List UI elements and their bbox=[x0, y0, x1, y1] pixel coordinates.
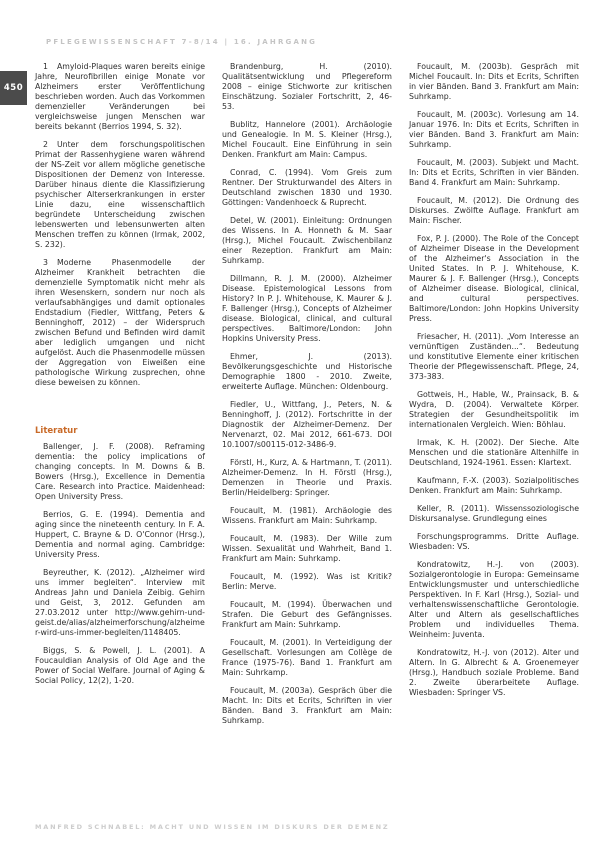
reference-entry: Detel, W. (2001). Einleitung: Ordnungen des Wissens. In A. Honneth & M. Saar (Hrsg.), Michel Foucault. Zwischenbilanz einer Rezeption. Frankfurt am Main: Suhrkamp. bbox=[222, 216, 392, 265]
reference-entry: Beyreuther, K. (2012). „Alzheimer wird uns immer begleiten“. Interview mit Andreas Jahn und Daniela Zeibig. Gehirn und Geist, 3, 2012. Gefunden am 27.03.2012 unter http://www.gehirn-und-geist.de/alias/alzheimerforschung/alzheimer-wird-uns-immer-begleiten/1148405. bbox=[35, 568, 205, 637]
footnote-1-number: 1 bbox=[43, 62, 48, 71]
footnote-3-text: Moderne Phasenmodelle der Alzheimer Krankheit betrachten die demenzielle Symptomatik nicht mehr als ihren Wesenskern, sondern nur noch als verlaufsabhängiges und damit optionales Endstadium (Fiedler, Wittfang, Peters & Benninghoff, 2012) – der Widerspruch zwischen Befund und Befinden wird damit aber lediglich umgangen und nicht aufgelöst. Auch die Phasenmodelle müssen der Aggregation von Eiweißen eine pathologische Wirkung zusprechen, ohne diese beweisen zu können. bbox=[35, 258, 205, 387]
reference-entry: Gottweis, H., Hable, W., Prainsack, B. & Wydra, D. (2004). Verwaltete Körper. Strategien der Gesundheitspolitik im internationalen Vergleich. Wien: Böhlau. bbox=[409, 390, 579, 429]
article-credit-line: MANFRED SCHNABEL: MACHT UND WISSEN IM DISKURS DER DEMENZ bbox=[35, 823, 390, 831]
reference-entry: Kondratowitz, H.-J. von (2003). Sozialgerontologie in Europa: Gemeinsame Entwicklungsmuster und unterschiedliche Perspektiven. In F. Karl (Hrsg.), Sozial- und verhaltenswissenschaftliche Gerontologie. Alter und Altern als gesellschaftliches Problem und individuelles Thema. Weinheim: Juventa. bbox=[409, 560, 579, 639]
footnote-3 bbox=[35, 258, 205, 388]
reference-entry: Foucault, M. (2003b). Gespräch mit Michel Foucault. In: Dits et Ecrits, Schriften in vier Bänden. Band 3. Frankfurt am Main: Suhrkamp. bbox=[409, 62, 579, 101]
reference-entry: Dillmann, R. J. M. (2000). Alzheimer Disease. Epistemological Lessons from History? In P. J. Whitehouse, K. Maurer & J. F. Ballenger (Hrsg.), Concepts of Alzheimer disease. Biological, clinical, and cultural perspectives. Baltimore/London: John Hopkins University Press. bbox=[222, 274, 392, 343]
reference-entry: Conrad, C. (1994). Vom Greis zum Rentner. Der Strukturwandel des Alters in Deutschland zwischen 1830 und 1930. Göttingen: Vandenhoeck & Ruprecht. bbox=[222, 168, 392, 207]
reference-entry: Keller, R. (2011). Wissenssoziologische Diskursanalyse. Grundlegung eines bbox=[409, 504, 579, 523]
reference-entry: Ballenger, J. F. (2008). Reframing dementia: the policy implications of changing concepts. In M. Downs & B. Bowers (Hrsg.), Excellence in Dementia Care. Research into Practice. Maidenhead: Open University Press. bbox=[35, 442, 205, 501]
reference-entry: Forschungsprogramms. Dritte Auflage. Wiesbaden: VS. bbox=[409, 532, 579, 551]
reference-entry: Foucault, M. (2003c). Vorlesung am 14. Januar 1976. In: Dits et Ecrits, Schriften in vier Bänden. Band 3. Frankfurt am Main: Suhrkamp. bbox=[409, 110, 579, 149]
footnote-2-text: Unter dem forschungspolitischen Primat der Rassenhygiene waren während der NS-Zeit vor allem mögliche genetische Dispositionen der Demenz von Interesse. Darüber hinaus diente die Klassifizierung psychischer Alterserkrankungen in erster Linie dazu, eine wissenschaftlich begründete Unterscheidung zwischen lebenswerten und lebensunwerten alten Menschen treffen zu können (Irmak, 2002, S. 232). bbox=[35, 140, 205, 249]
column-left bbox=[35, 62, 205, 734]
reference-entry: Berrios, G. E. (1994). Dementia and aging since the nineteenth century. In F. A. Huppert, C. Brayne & D. O'Connor (Hrsg.), Dementia and normal aging. Cambridge: University Press. bbox=[35, 510, 205, 559]
reference-entry: Foucault, M. (2003). Subjekt und Macht. In: Dits et Ecrits, Schriften in vier Bänden. Band 4. Frankfurt am Main: Suhrkamp. bbox=[409, 158, 579, 187]
reference-entry: Irmak, K. H. (2002). Der Sieche. Alte Menschen und die stationäre Altenhilfe in Deutschland, 1924-1961. Essen: Klartext. bbox=[409, 438, 579, 467]
reference-entry: Friesacher, H. (2011). „Vom Interesse an vernünftigen Zuständen...“. Bedeutung und konstitutive Elemente einer kritischen Theorie der Pflegewissenschaft. Pflege, 24, 373-383. bbox=[409, 332, 579, 381]
reference-entry: Foucault, M. (2003a). Gespräch über die Macht. In: Dits et Ecrits, Schriften in vier Bänden. Band 3. Frankfurt am Main: Suhrkamp. bbox=[222, 686, 392, 725]
column-middle bbox=[222, 62, 392, 734]
reference-entry: Kaufmann, F.-X. (2003). Sozialpolitisches Denken. Frankfurt am Main: Suhrkamp. bbox=[409, 476, 579, 495]
reference-entry: Foucault, M. (2001). In Verteidigung der Gesellschaft. Vorlesungen am Collège de France (1975-76). Band 1. Frankfurt am Main: Suhrkamp. bbox=[222, 638, 392, 677]
reference-entry: Förstl, H., Kurz, A. & Hartmann, T. (2011). Alzheimer-Demenz. In H. Förstl (Hrsg.), Demenzen in Theorie und Praxis. Berlin/Heidelberg: Springer. bbox=[222, 458, 392, 497]
footnote-2-number: 2 bbox=[43, 140, 48, 149]
reference-entry: Foucault, M. (1983). Der Wille zum Wissen. Sexualität und Wahrheit, Band 1. Frankfurt am Main: Suhrkamp. bbox=[222, 534, 392, 563]
reference-entry: Foucault, M. (1994). Überwachen und Strafen. Die Geburt des Gefängnisses. Frankfurt am Main: Suhrkamp. bbox=[222, 600, 392, 629]
reference-entry: Foucault, M. (2012). Die Ordnung des Diskurses. Zwölfte Auflage. Frankfurt am Main: Fischer. bbox=[409, 196, 579, 225]
footnote-3-number: 3 bbox=[43, 258, 48, 267]
reference-entry: Ehmer, J. (2013). Bevölkerungsgeschichte und Historische Demographie 1800 - 2010. Zweite, erweiterte Auflage. München: Oldenbourg. bbox=[222, 352, 392, 391]
column-right bbox=[409, 62, 579, 734]
reference-columns bbox=[35, 62, 579, 734]
journal-header-line: PFLEGEWISSENSCHAFT 7-8/14 | 16. JAHRGANG bbox=[46, 38, 318, 46]
reference-entry: Brandenburg, H. (2010). Qualitätsentwicklung und Pflegereform 2008 – einige Stichworte zur kritischen Einschätzung. Sozialer Fortschritt, 2, 46-53. bbox=[222, 62, 392, 111]
footnote-1 bbox=[35, 62, 205, 132]
reference-entry: Foucault, M. (1981). Archäologie des Wissens. Frankfurt am Main: Suhrkamp. bbox=[222, 506, 392, 525]
literatur-heading: Literatur bbox=[35, 426, 78, 436]
page-number-badge: 450 bbox=[0, 71, 27, 105]
reference-entry: Biggs, S. & Powell, J. L. (2001). A Foucauldian Analysis of Old Age and the Power of Social Welfare. Journal of Aging & Social Policy, 12(2), 1-20. bbox=[35, 646, 205, 685]
footnote-2 bbox=[35, 140, 205, 250]
reference-entry: Bublitz, Hannelore (2001). Archäologie und Genealogie. In M. S. Kleiner (Hrsg.), Michel Foucault. Eine Einführung in sein Denken. Frankfurt am Main: Campus. bbox=[222, 120, 392, 159]
footnote-1-text: Amyloid-Plaques waren bereits einige Jahre, Neurofibrillen einige Monate vor Alzheimers erster Veröffentlichung beschrieben worden. Auch das Vorkommen demenzieller Veränderungen bei vergleichsweise jungen Menschen war bereits bekannt (Berrios 1994, S. 32). bbox=[35, 62, 205, 131]
reference-entry: Fox, P. J. (2000). The Role of the Concept of Alzheimer Disease in the Development of the Alzheimer's Association in the United States. In P. J. Whitehouse, K. Maurer & J. F. Ballenger (Hrsg.), Concepts of Alzheimer disease. Biological, clinical, and cultural perspectives. Baltimore/London: John Hopkins University Press. bbox=[409, 234, 579, 323]
reference-entry: Foucault, M. (1992). Was ist Kritik? Berlin: Merve. bbox=[222, 572, 392, 591]
reference-entry: Kondratowitz, H.-J. von (2012). Alter und Altern. In G. Albrecht & A. Groenemeyer (Hrsg.), Handbuch soziale Probleme. Band 2. Zweite überarbeitete Auflage. Wiesbaden: Springer VS. bbox=[409, 648, 579, 697]
reference-entry: Fiedler, U., Wittfang, J., Peters, N. & Benninghoff, J. (2012). Fortschritte in der Diagnostik der Alzheimer-Demenz. Der Nervenarzt, 02. Mai 2012, 661-673. DOI 10.1007/s00115-012-3486-9. bbox=[222, 400, 392, 449]
